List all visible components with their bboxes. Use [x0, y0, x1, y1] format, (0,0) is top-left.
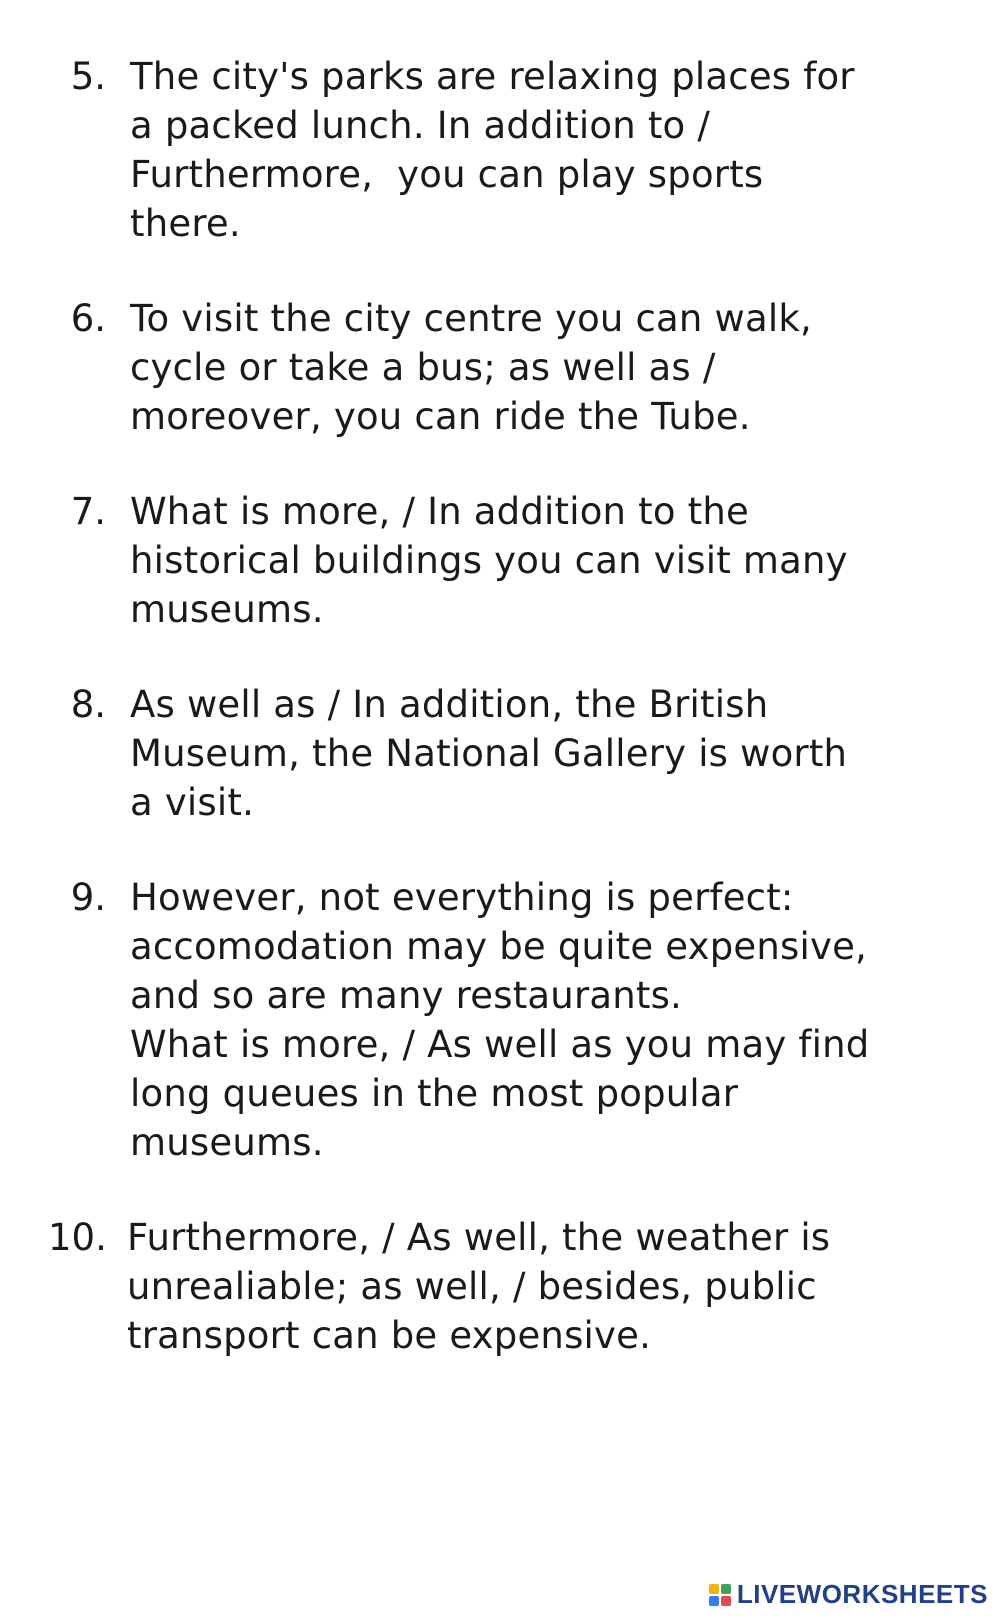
text-line: As well as / In addition, the British: [130, 683, 769, 726]
text-line: long queues in the most popular: [130, 1072, 739, 1115]
text-line: moreover, you can ride the Tube.: [130, 395, 751, 438]
text-line: However, not everything is perfect:: [130, 876, 794, 919]
item-text: [130, 294, 960, 441]
list-item-10: [0, 1213, 1000, 1360]
brand-logo: [709, 1579, 988, 1610]
text-line: The city's parks are relaxing places for: [130, 55, 855, 98]
text-line: cycle or take a bus; as well as /: [130, 346, 716, 389]
item-number: 7.: [70, 490, 106, 533]
text-line: To visit the city centre you can walk,: [130, 297, 812, 340]
item-number: 8.: [70, 683, 106, 726]
list-item-6: [0, 294, 1000, 441]
item-text: [130, 873, 960, 1167]
list-item-9: [0, 873, 1000, 1167]
item-number: 9.: [70, 876, 106, 919]
worksheet: [0, 52, 1000, 1406]
list-item-7: [0, 487, 1000, 634]
text-line: What is more, / As well as you may find: [130, 1023, 870, 1066]
item-number: 10.: [48, 1216, 107, 1259]
text-line: Museum, the National Gallery is worth: [130, 732, 848, 775]
item-number: 5.: [70, 55, 106, 98]
text-line: Furthermore, you can play sports: [130, 153, 764, 196]
item-number: 6.: [70, 297, 106, 340]
text-line: What is more, / In addition to the: [130, 490, 749, 533]
text-line: historical buildings you can visit many: [130, 539, 848, 582]
text-line: a visit.: [130, 781, 255, 824]
text-line: museums.: [130, 1121, 324, 1164]
text-line: a packed lunch. In addition to /: [130, 104, 711, 147]
item-text: [130, 680, 960, 827]
item-text: [130, 487, 960, 634]
text-line: accomodation may be quite expensive,: [130, 925, 867, 968]
text-line: museums.: [130, 588, 324, 631]
item-text: [127, 1213, 957, 1360]
text-line: unrealiable; as well, / besides, public: [127, 1265, 817, 1308]
text-line: there.: [130, 202, 241, 245]
text-line: transport can be expensive.: [127, 1314, 652, 1357]
item-text: [130, 52, 960, 248]
text-line: Furthermore, / As well, the weather is: [127, 1216, 831, 1259]
liveworksheets-logo-icon: [709, 1584, 731, 1606]
list-item-5: [0, 52, 1000, 248]
list-item-8: [0, 680, 1000, 827]
brand-text: LIVEWORKSHEETS: [736, 1579, 988, 1609]
text-line: and so are many restaurants.: [130, 974, 683, 1017]
